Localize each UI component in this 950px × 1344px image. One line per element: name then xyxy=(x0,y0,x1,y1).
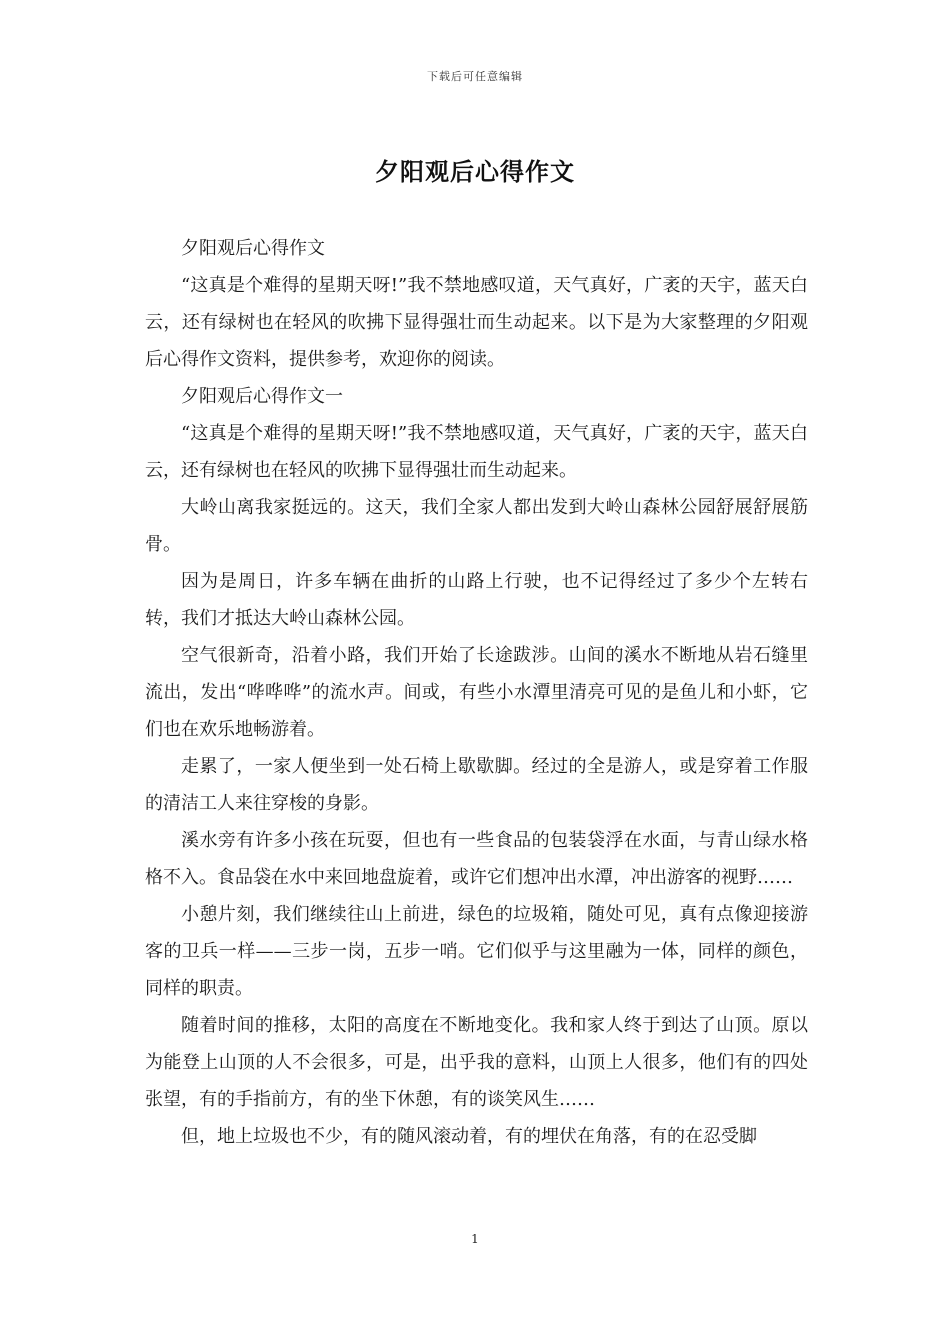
page-number: 1 xyxy=(471,1232,479,1246)
paragraph: 大岭山离我家挺远的。这天，我们全家人都出发到大岭山森林公园舒展舒展筋骨。 xyxy=(145,497,808,555)
paragraph: 小憩片刻，我们继续往山上前进，绿色的垃圾箱，随处可见，真有点像迎接游客的卫兵一样——三步一岗，五步一哨。它们似乎与这里融为一体，同样的颜色，同样的职责。 xyxy=(145,904,808,999)
paragraph: “这真是个难得的星期天呀!”我不禁地感叹道，天气真好，广袤的天宇，蓝天白云，还有绿树也在轻风的吹拂下显得强壮而生动起来。 xyxy=(145,423,808,481)
paragraph: 空气很新奇，沿着小路，我们开始了长途跋涉。山间的溪水不断地从岩石缝里流出，发出“哗哗哗”的流水声。间或，有些小水潭里清亮可见的是鱼儿和小虾，它们也在欢乐地畅游着。 xyxy=(145,645,808,740)
document-body xyxy=(145,230,808,1155)
paragraph: 溪水旁有许多小孩在玩耍，但也有一些食品的包装袋浮在水面，与青山绿水格格不入。食品袋在水中来回地盘旋着，或许它们想冲出水潭，冲出游客的视野…… xyxy=(145,830,808,888)
paragraph: 因为是周日，许多车辆在曲折的山路上行驶，也不记得经过了多少个左转右转，我们才抵达大岭山森林公园。 xyxy=(145,571,808,629)
paragraph: “这真是个难得的星期天呀!”我不禁地感叹道，天气真好，广袤的天宇，蓝天白云，还有绿树也在轻风的吹拂下显得强壮而生动起来。以下是为大家整理的夕阳观后心得作文资料，提供参考，欢迎你的阅读。 xyxy=(145,275,808,370)
paragraph: 随着时间的推移，太阳的高度在不断地变化。我和家人终于到达了山顶。原以为能登上山顶的人不会很多，可是，出乎我的意料，山顶上人很多，他们有的四处张望，有的手指前方，有的坐下休憩，有的谈笑风生…… xyxy=(145,1015,808,1110)
paragraph: 夕阳观后心得作文 xyxy=(181,238,325,259)
document-title: 夕阳观后心得作文 xyxy=(375,157,575,186)
paragraph: 夕阳观后心得作文一 xyxy=(181,386,343,407)
header-note: 下载后可任意编辑 xyxy=(427,70,523,83)
paragraph: 但，地上垃圾也不少，有的随风滚动着，有的埋伏在角落，有的在忍受脚 xyxy=(181,1126,757,1147)
paragraph: 走累了，一家人便坐到一处石椅上歇歇脚。经过的全是游人，或是穿着工作服的清洁工人来往穿梭的身影。 xyxy=(145,756,808,814)
